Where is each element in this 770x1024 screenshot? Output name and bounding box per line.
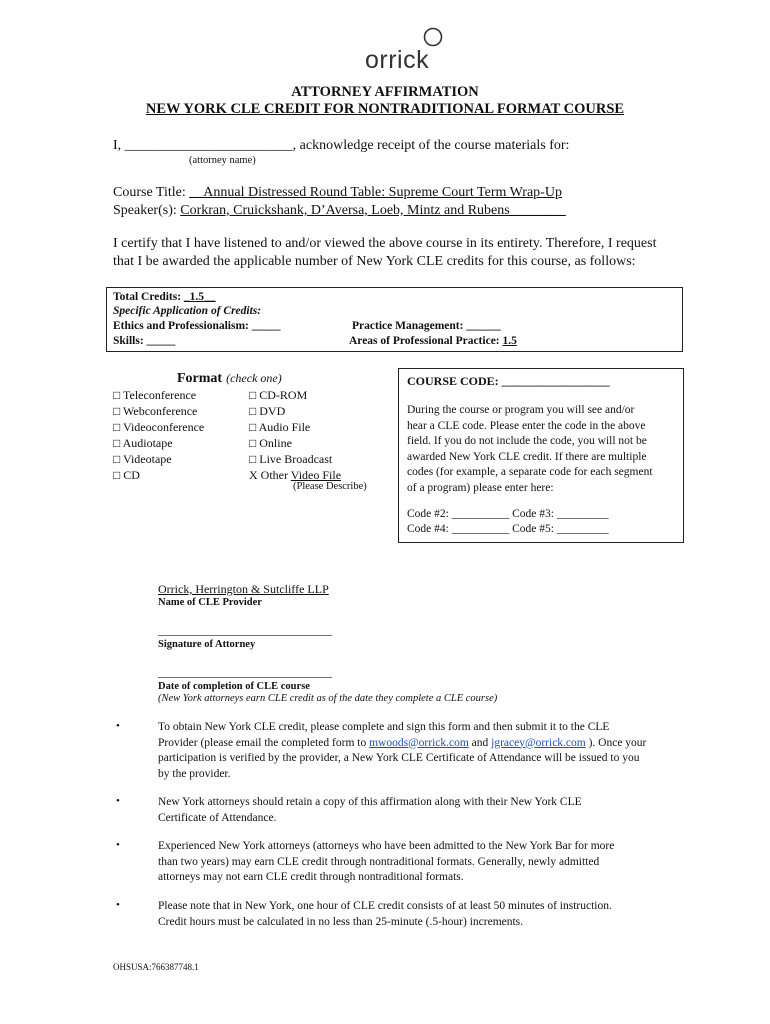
other-value: Video File (290, 468, 342, 482)
skills-credits: Skills: _____ (113, 335, 176, 347)
format-option[interactable]: □ CD (113, 468, 140, 482)
bullet-4-line: Please note that in New York, one hour of CLE credit consists of at least 50 minutes of instruction. (158, 900, 612, 912)
bullet-2-line: New York attorneys should retain a copy of this affirmation along with their New York CLE (158, 796, 582, 808)
date-note: (New York attorneys earn CLE credit as of the date they complete a CLE course) (158, 693, 498, 704)
format-option[interactable]: □ Online (249, 436, 292, 450)
bullet-1 (158, 720, 646, 782)
instruction-line: hear a CLE code. Please enter the code in the above (407, 419, 646, 432)
format-option[interactable]: □ Audio File (249, 420, 311, 434)
course-title-value: __Annual Distressed Round Table: Supreme Court Term Wrap-Up (189, 185, 562, 200)
instruction-line: field. If you do not include the code, you will not be (407, 435, 647, 447)
course-title-label: Course Title: (113, 185, 190, 200)
attorney-name-label: (attorney name) (189, 155, 256, 166)
bullet-2-line: Certificate of Attendance. (158, 811, 277, 824)
instruction-line: During the course or program you will see and/or (407, 404, 635, 416)
format-option[interactable]: □ CD-ROM (249, 388, 308, 402)
bullet-1-line: participation is verified by the provider, a New York CLE Certificate of Attendance will be issued to you (158, 752, 640, 764)
signature-field[interactable]: _____________________________ (158, 623, 332, 637)
bullet-2 (158, 795, 582, 826)
format-option[interactable]: □ Audiotape (113, 436, 173, 450)
format-option[interactable]: □ Live Broadcast (249, 452, 333, 466)
date-field[interactable]: _____________________________ (158, 665, 332, 679)
bullet-4 (158, 899, 612, 930)
bullet-1-post: ). Once your (585, 736, 647, 749)
bullet-2-dot: • (116, 795, 120, 807)
format-check-note: (check one) (226, 371, 282, 385)
ethics-credits: Ethics and Professionalism: _____ (113, 320, 281, 332)
speakers-value: Corkran, Cruickshank, D’Aversa, Loeb, Mintz and Rubens________ (180, 203, 566, 218)
bullet-3 (158, 839, 614, 886)
bullet-1-dot: • (116, 720, 120, 732)
areas-value: 1.5 (502, 335, 517, 347)
format-heading (177, 369, 282, 387)
bullet-4-line: Credit hours must be calculated in no less than 25-minute (.5-hour) increments. (158, 915, 524, 928)
instruction-line: of a program) please enter here: (407, 481, 554, 494)
signature-label: Signature of Attorney (158, 639, 256, 650)
total-credits-label: Total Credits: (113, 291, 184, 303)
certify-line-2: that I be awarded the applicable number of New York CLE credits for this course, as follows: (113, 254, 636, 269)
instruction-line: awarded New York CLE credit. If there are multiple (407, 450, 647, 463)
bullet-1-line: To obtain New York CLE credit, please complete and sign this form and then submit it to the CLE (158, 721, 610, 733)
logo-ring-icon (422, 26, 444, 48)
logo-text: orrick (365, 46, 430, 74)
areas-label: Areas of Professional Practice: (349, 335, 503, 347)
areas-credits (349, 335, 517, 347)
practice-management-credits: Practice Management: ______ (352, 320, 501, 332)
total-credits-value: _1.5__ (183, 291, 216, 303)
code-row-1[interactable]: Code #2: __________ Code #3: _________ (407, 508, 609, 520)
format-right-list (249, 387, 341, 483)
provider-name: Orrick, Herrington & Sutcliffe LLP (158, 582, 329, 596)
provider-name-label: Name of CLE Provider (158, 597, 262, 608)
bullet-1-line-2 (158, 736, 646, 752)
speakers-line (113, 203, 566, 219)
orrick-logo (365, 26, 445, 76)
ack-prefix: I, (113, 138, 125, 153)
document-id: OHSUSA:766387748.1 (113, 962, 199, 972)
format-option[interactable]: □ Teleconference (113, 388, 197, 402)
code-row-2[interactable]: Code #4: __________ Code #5: _________ (407, 523, 609, 535)
page-subtitle: NEW YORK CLE CREDIT FOR NONTRADITIONAL FORMAT COURSE (145, 101, 625, 117)
page-title: ATTORNEY AFFIRMATION (291, 84, 479, 100)
course-code-heading[interactable]: COURSE CODE: __________________ (407, 374, 610, 388)
ack-suffix: , acknowledge receipt of the course materials for: (292, 138, 570, 153)
format-option[interactable]: □ Videoconference (113, 420, 205, 434)
bullet-1-and: and (468, 736, 492, 749)
format-option[interactable]: □ Webconference (113, 404, 198, 418)
email-link-mwoods[interactable]: mwoods@orrick.com (369, 736, 469, 749)
attorney-name-field[interactable]: ________________________ (124, 138, 293, 153)
ack-line (113, 138, 569, 154)
course-code-instructions (407, 403, 653, 496)
format-title: Format (177, 371, 223, 386)
bullet-1-pre: Provider (please email the completed form to (158, 736, 370, 749)
speakers-label: Speaker(s): (113, 203, 181, 218)
specific-application: Specific Application of Credits: (113, 305, 262, 317)
format-left-list (113, 387, 204, 483)
bullet-3-line: attorneys may not earn CLE credit through nontraditional formats. (158, 871, 464, 883)
bullet-3-line: Experienced New York attorneys (attorneys who have been admitted to the New York Bar for more (158, 840, 615, 852)
other-prefix: X Other (249, 468, 291, 482)
instruction-line: codes (for example, a separate code for each segment (407, 466, 653, 478)
course-title-line (113, 185, 562, 201)
format-option[interactable]: □ DVD (249, 404, 286, 418)
bullet-1-line: by the provider. (158, 767, 231, 780)
certify-line-1: I certify that I have listened to and/or viewed the above course in its entirety. Therefore, I request (113, 236, 657, 251)
bullet-3-line: than two years) may earn CLE credit through nontraditional formats. Generally, newly admitted (158, 855, 600, 868)
email-link-jgracey[interactable]: jgracey@orrick.com (491, 736, 586, 749)
bullet-4-dot: • (116, 899, 120, 911)
date-label: Date of completion of CLE course (158, 681, 310, 692)
please-describe-label: (Please Describe) (293, 481, 367, 492)
bullet-3-dot: • (116, 839, 120, 851)
total-credits (113, 291, 216, 303)
format-option[interactable]: □ Videotape (113, 452, 172, 466)
